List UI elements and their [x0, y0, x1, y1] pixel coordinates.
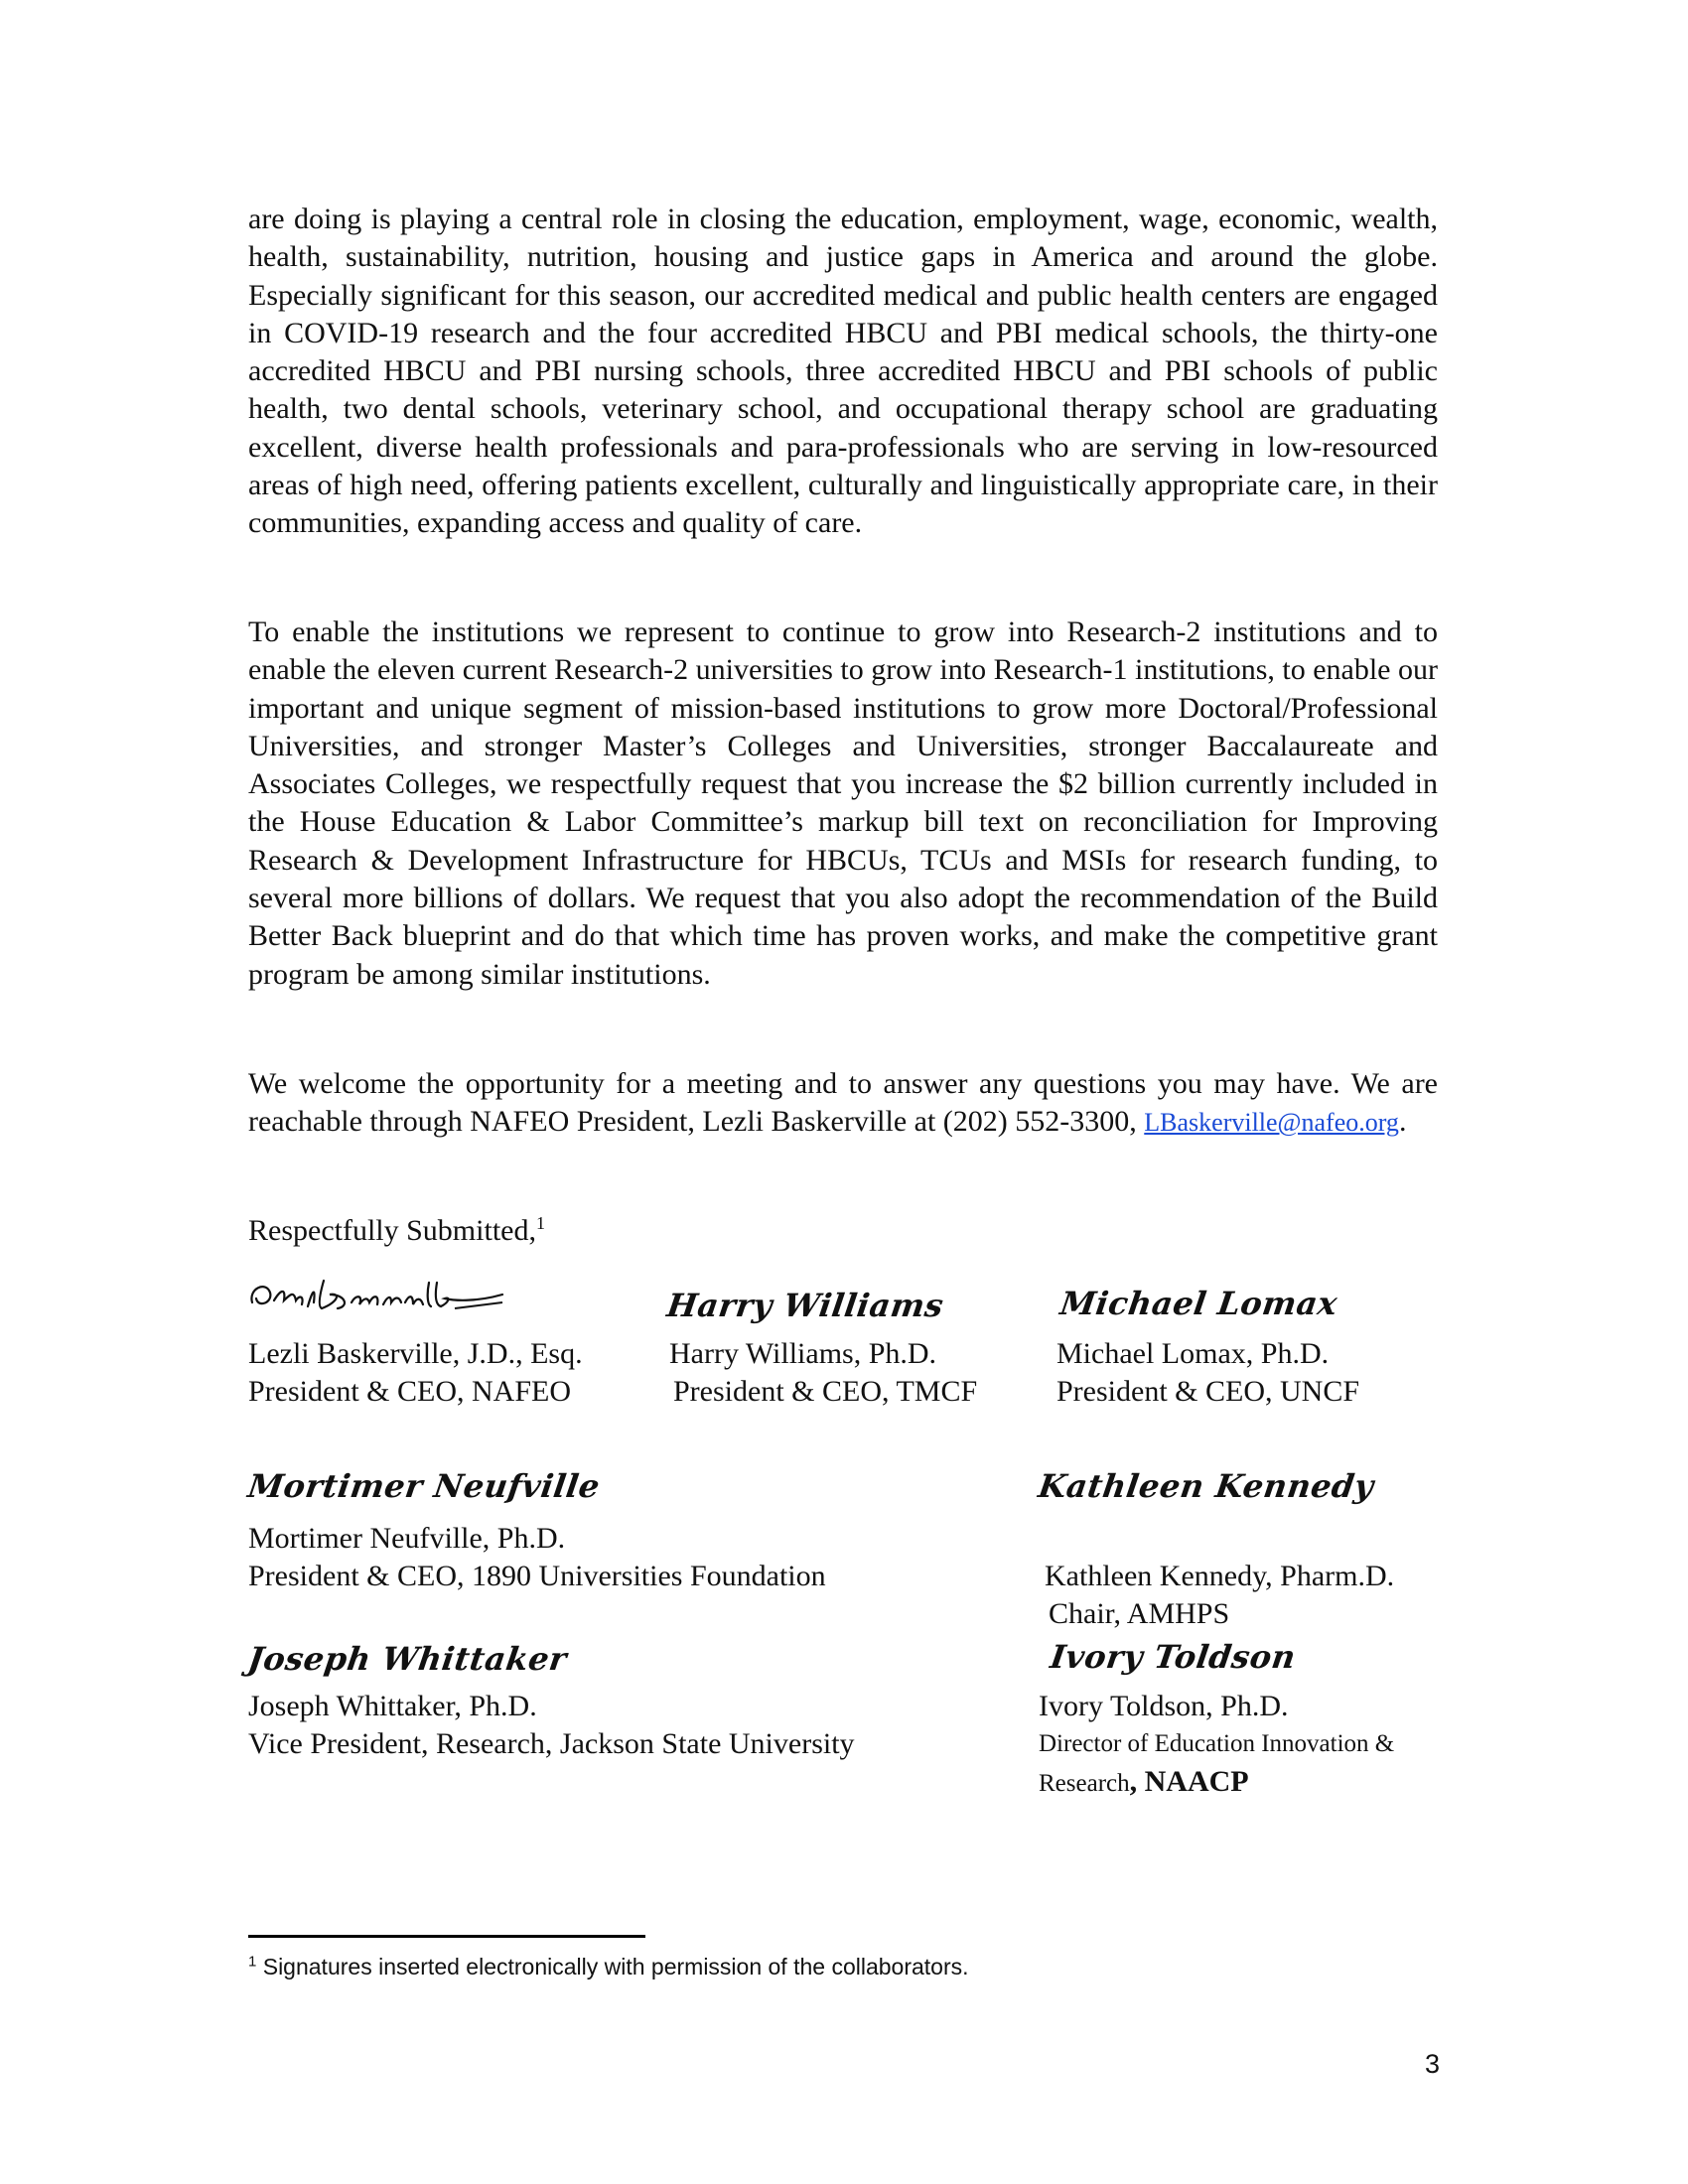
body-paragraph-1: are doing is playing a central role in closing the education, employment, wage, economic, wealth, health, sustainability, nutrition, housing and justice gaps in America and around the globe. Especially significant for this season, our accredited medical and public health centers are engaged in COVID-19 research and the four accredited HBCU and PBI medical schools, the thirty-one accredited HBCU and PBI nursing schools, three accredited HBCU and PBI schools of public health, two dental schools, veterinary school, and occupational therapy school are graduating excellent, diverse health professionals and para-professionals who are serving in low-resourced areas of high need, offering patients excellent, culturally and linguistically appropriate care, in their communities, expanding access and quality of care. — [248, 203, 1438, 540]
body-paragraph-2: To enable the institutions we represent to continue to grow into Research-2 institutions and to enable the eleven current Research-2 universities to grow into Research-1 institutions, to enable our important and unique segment of mission-based institutions to grow more Doctoral/Professional Universities, and stronger Master’s Colleges and Universities, stronger Baccalaureate and Associates Colleges, we respectfully request that you increase the $2 billion currently included in the House Education & Labor Committee’s markup bill text on reconciliation for Improving Research & Development Infrastructure for HBCUs, TCUs and MSIs for research funding, to several more billions of dollars. We request that you also adopt the recommendation of the Build Better Back blueprint and do that which time has proven works, and make the competitive grant program be among similar institutions. — [248, 615, 1438, 991]
contact-text: We welcome the opportunity for a meeting and to answer any questions you may have. We are reachable through NAFEO President, Lezli Baskerville at (202) 552-3300, — [248, 1067, 1438, 1139]
toldson-name: Ivory Toldson, Ph.D. — [1039, 1690, 1289, 1722]
kennedy-title: Chair, AMHPS — [1049, 1597, 1230, 1630]
neufville-signature: Mortimer Neufville — [245, 1467, 603, 1505]
footnote-reference: 1 — [535, 1213, 545, 1233]
footnote-text: Signatures inserted electronically with permission of the collaborators. — [262, 1954, 969, 1979]
kennedy-block — [1045, 1558, 1394, 1633]
closing-text: Respectfully Submitted, — [248, 1214, 536, 1247]
baskerville-block — [248, 1335, 583, 1411]
footnote-mark: 1 — [248, 1953, 257, 1971]
whittaker-name: Joseph Whittaker, Ph.D. — [248, 1690, 537, 1722]
williams-signature: Harry Williams — [664, 1287, 946, 1324]
toldson-signature: Ivory Toldson — [1048, 1638, 1299, 1676]
baskerville-title: President & CEO, NAFEO — [248, 1375, 571, 1408]
lomax-name: Michael Lomax, Ph.D. — [1056, 1337, 1330, 1370]
toldson-title-org: , NAACP — [1129, 1765, 1249, 1798]
toldson-title-line2 — [1039, 1763, 1394, 1803]
toldson-block — [1039, 1688, 1394, 1803]
kennedy-signature: Kathleen Kennedy — [1036, 1467, 1376, 1505]
footnote-divider — [248, 1935, 645, 1938]
baskerville-name: Lezli Baskerville, J.D., Esq. — [248, 1337, 583, 1370]
williams-title: President & CEO, TMCF — [673, 1375, 978, 1408]
neufville-name: Mortimer Neufville, Ph.D. — [248, 1522, 566, 1555]
lomax-block — [1056, 1335, 1359, 1411]
closing-line — [248, 1212, 545, 1250]
baskerville-signature — [246, 1273, 506, 1320]
kennedy-name: Kathleen Kennedy, Pharm.D. — [1045, 1560, 1395, 1592]
neufville-title: President & CEO, 1890 Universities Foundation — [248, 1560, 826, 1592]
footnote — [248, 1954, 969, 1980]
page-number: 3 — [1424, 2049, 1440, 2079]
whittaker-signature: Joseph Whittaker — [245, 1640, 570, 1678]
toldson-title-research: Research — [1039, 1770, 1130, 1797]
neufville-block — [248, 1520, 826, 1595]
whittaker-title: Vice President, Research, Jackson State University — [248, 1727, 855, 1760]
contact-period: . — [1398, 1105, 1407, 1139]
toldson-title-line1: Director of Education Innovation & — [1039, 1730, 1395, 1757]
lomax-title: President & CEO, UNCF — [1056, 1375, 1360, 1408]
whittaker-block — [248, 1688, 855, 1763]
body-paragraph-3 — [248, 1065, 1438, 1143]
williams-block — [669, 1335, 977, 1411]
lomax-signature: Michael Lomax — [1057, 1285, 1340, 1322]
williams-name: Harry Williams, Ph.D. — [669, 1337, 937, 1370]
email-link[interactable]: LBaskerville@nafeo.org — [1144, 1108, 1399, 1138]
